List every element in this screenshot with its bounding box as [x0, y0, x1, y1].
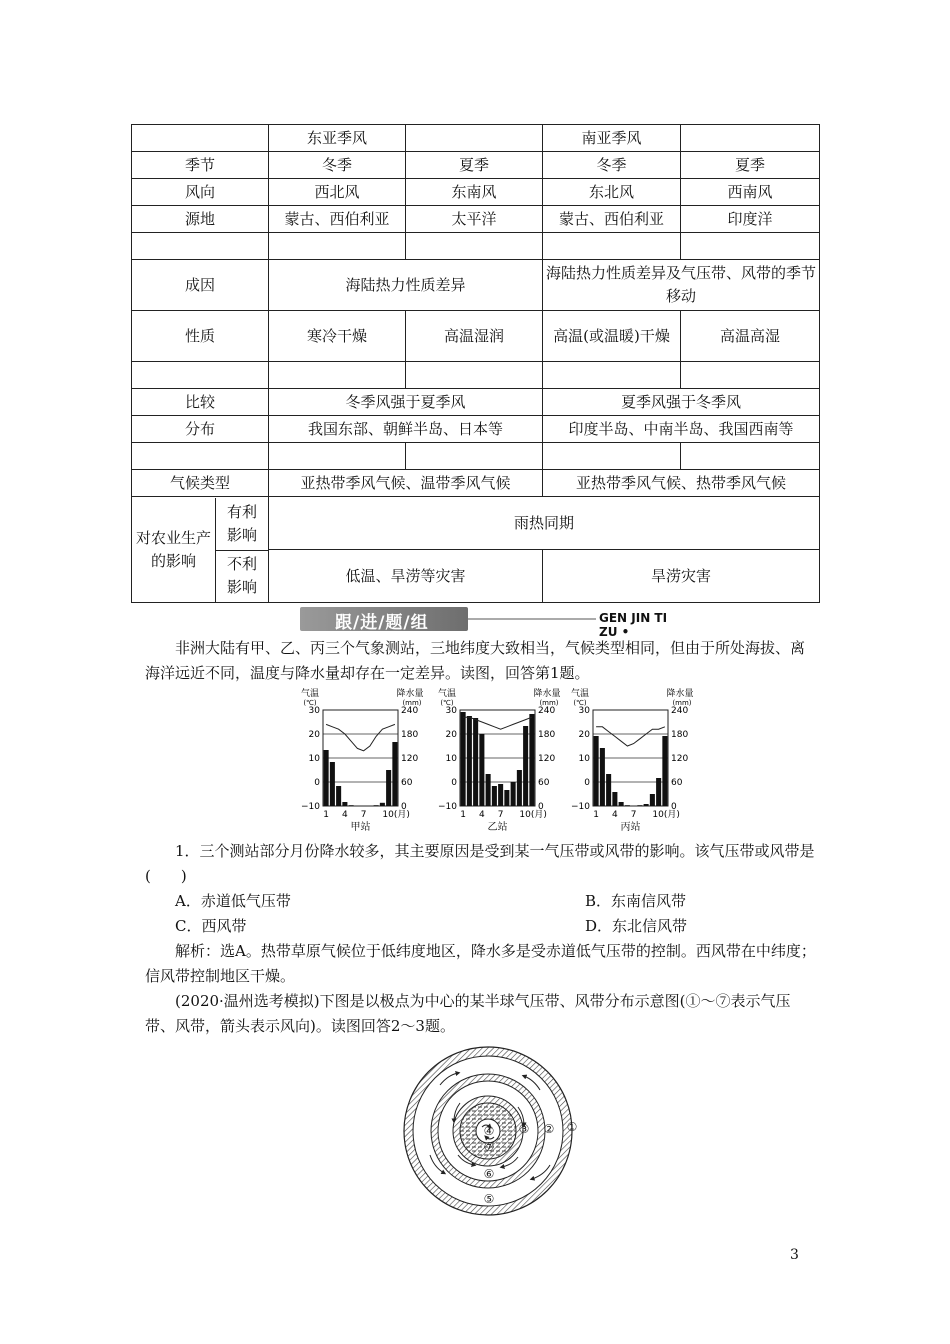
header-south-asia: 南亚季风: [543, 125, 681, 152]
cell: 夏季: [406, 152, 543, 179]
row-label-nature: 性质: [132, 311, 269, 362]
cell: 夏季: [681, 152, 820, 179]
cell: 印度洋: [681, 206, 820, 233]
precip-bar: [386, 770, 391, 806]
cell: 高温高湿: [681, 311, 820, 362]
cell-empty: [543, 443, 681, 470]
cell-empty: [269, 233, 406, 260]
tick-left: 20: [308, 730, 320, 740]
ylabel-left: 气温: [300, 689, 320, 699]
cell: 冬季风强于夏季风: [269, 389, 543, 416]
tick-left: 10: [578, 754, 590, 764]
banner-en: GEN JIN TI ZU •: [596, 611, 690, 639]
tick-left: 20: [578, 730, 590, 740]
option-a: A．赤道低气压带: [175, 892, 291, 910]
tick-right: 0: [538, 802, 544, 812]
option-d: D．东北信风带: [585, 917, 688, 935]
tick-x: 4: [612, 810, 618, 820]
tick-x: 1: [460, 810, 466, 820]
cell: 冬季: [269, 152, 406, 179]
cell-empty: [269, 362, 406, 389]
tick-left: −10: [571, 802, 590, 812]
tick-x: 10(月): [519, 810, 547, 820]
row-label-source: 源地: [132, 206, 269, 233]
cell: 高温湿润: [406, 311, 543, 362]
cell-empty: [543, 233, 681, 260]
ylabel-left: 气温: [437, 689, 457, 699]
tick-right: 0: [401, 802, 407, 812]
agri-sub-labels: [216, 498, 268, 602]
tick-right: 180: [401, 730, 419, 740]
cell-empty: [681, 233, 820, 260]
precip-bar: [619, 802, 624, 806]
tick-right: 240: [671, 706, 689, 716]
tick-left: 30: [308, 706, 320, 716]
tick-left: 0: [584, 778, 590, 788]
tick-right: 240: [538, 706, 556, 716]
cell-empty: [406, 443, 543, 470]
cell-empty: [681, 125, 820, 152]
cell: 海陆热力性质差异及气压带、风带的季节移动: [543, 260, 820, 311]
precip-bar: [625, 805, 630, 806]
answer-analysis: 解析：选A。热带草原气候位于低纬度地区，降水多是受赤道低气压带的控制。西风带在中纬度；信风带控制地区干燥。: [145, 942, 816, 985]
tick-left: −10: [301, 802, 320, 812]
cell-empty: [406, 233, 543, 260]
row-label-climate: 气候类型: [132, 470, 269, 497]
cell-empty: [132, 443, 269, 470]
precip-bar: [330, 762, 335, 806]
cell-empty: [132, 362, 269, 389]
tick-x: 10(月): [652, 810, 680, 820]
cell: 东南风: [406, 179, 543, 206]
cell: 印度半岛、中南半岛、我国西南等: [543, 416, 820, 443]
chart-title: 甲站: [350, 822, 371, 833]
row-label-wind-direction: 风向: [132, 179, 269, 206]
precip-bar: [492, 786, 497, 806]
ylabel-left: 气温: [570, 689, 590, 699]
tick-right: 240: [401, 706, 419, 716]
unit-right: (mm): [402, 699, 422, 707]
cell: 亚热带季风气候、温带季风气候: [269, 470, 543, 497]
question-1-stem: 1．三个测站部分月份降水较多，其主要原因是受到某一气压带或风带的影响。该气压带或风带是( ): [145, 842, 815, 885]
cell: 我国东部、朝鲜半岛、日本等: [269, 416, 543, 443]
cell-empty: [269, 443, 406, 470]
cell-empty: [543, 362, 681, 389]
option-c: C．西风带: [175, 917, 247, 935]
tick-right: 120: [401, 754, 419, 764]
cell: 海陆热力性质差异: [269, 260, 543, 311]
cell-empty: [132, 125, 269, 152]
unit-right: (mm): [539, 699, 559, 707]
precip-bar: [600, 748, 605, 806]
question-2-intro: (2020·温州选考模拟)下图是以极点为中心的某半球气压带、风带分布示意图(①～⑦表示气压带、风带，箭头表示风向)。读图回答2～3题。: [145, 992, 791, 1035]
cell: 旱涝灾害: [543, 550, 820, 603]
row-label-agri: 对农业生产的影响: [132, 498, 216, 602]
section-banner: [300, 607, 690, 639]
tick-x: 1: [323, 810, 329, 820]
unit-left: (℃): [303, 699, 317, 707]
label-1: ①: [566, 1120, 578, 1134]
tick-right: 180: [538, 730, 556, 740]
cell-empty: [406, 362, 543, 389]
tick-x: 4: [479, 810, 485, 820]
precip-bar: [349, 805, 354, 806]
tick-right: 120: [538, 754, 556, 764]
cell-empty: [132, 233, 269, 260]
cell: 冬季: [543, 152, 681, 179]
tick-right: 60: [671, 778, 683, 788]
precip-bar: [511, 782, 516, 806]
tick-left: −10: [438, 802, 457, 812]
precip-bar: [336, 786, 341, 806]
tick-right: 180: [671, 730, 689, 740]
chart-title: 丙站: [620, 822, 641, 833]
precip-bar: [479, 734, 484, 806]
monsoon-table: [131, 124, 820, 603]
row-label-season: 季节: [132, 152, 269, 179]
cell-empty: [406, 125, 543, 152]
tick-left: 0: [451, 778, 457, 788]
label-6: ⑥: [483, 1167, 495, 1181]
cell: 东北风: [543, 179, 681, 206]
row-label-distribution: 分布: [132, 416, 269, 443]
row-label-cause: 成因: [132, 260, 269, 311]
temperature-line: [326, 724, 395, 750]
cell: 亚热带季风气候、热带季风气候: [543, 470, 820, 497]
cell: 夏季风强于冬季风: [543, 389, 820, 416]
precip-bar: [594, 736, 599, 806]
row-label-bad: 不利影响: [226, 555, 257, 596]
precip-bar: [656, 778, 661, 806]
cell: 太平洋: [406, 206, 543, 233]
ylabel-right: 降水量: [396, 689, 424, 699]
unit-left: (℃): [573, 699, 587, 707]
climate-charts: [290, 686, 694, 836]
tick-left: 20: [445, 730, 457, 740]
label-2: ②: [543, 1122, 555, 1136]
precip-bar: [473, 718, 478, 806]
precip-bar: [374, 805, 379, 806]
precip-bar: [606, 774, 611, 806]
precip-bar: [467, 716, 472, 806]
tick-x: 4: [342, 810, 348, 820]
label-5: ⑤: [483, 1192, 495, 1206]
precip-bar: [612, 792, 617, 806]
row-label-good: 有利影响: [216, 498, 268, 551]
cell: 雨热同期: [269, 497, 820, 550]
intro-paragraph: 非洲大陆有甲、乙、丙三个气象测站，三地纬度大致相当，气候类型相同，但由于所处海拔、离海洋远近不同，温度与降水量却存在一定差异。读图，回答第1题。: [145, 639, 806, 682]
precip-bar: [392, 742, 397, 806]
precip-bar: [637, 805, 642, 806]
cell: 蒙古、西伯利亚: [543, 206, 681, 233]
cell: 低温、旱涝等灾害: [269, 550, 543, 603]
chart-title: 乙站: [487, 822, 508, 833]
precip-bar: [498, 784, 503, 806]
precip-bar: [650, 794, 655, 806]
ylabel-right: 降水量: [533, 689, 561, 699]
tick-right: 60: [401, 778, 413, 788]
precip-bar: [324, 750, 329, 806]
unit-right: (mm): [672, 699, 692, 707]
agri-cell: [132, 497, 269, 603]
page-number: 3: [790, 1247, 799, 1263]
tick-x: 7: [360, 810, 367, 820]
precip-bar: [523, 726, 528, 806]
precip-bar: [662, 736, 667, 806]
tick-right: 0: [671, 802, 677, 812]
tick-x: 10(月): [382, 810, 410, 820]
precip-bar: [380, 803, 385, 806]
precip-bar: [517, 770, 522, 806]
cell: 西南风: [681, 179, 820, 206]
precip-bar: [461, 712, 466, 806]
unit-left: (℃): [440, 699, 454, 707]
tick-left: 30: [445, 706, 457, 716]
precip-bar: [342, 802, 347, 806]
tick-left: 30: [578, 706, 590, 716]
pressure-belt-diagram: [400, 1045, 590, 1220]
tick-right: 60: [538, 778, 550, 788]
precip-bar: [486, 774, 491, 806]
cell-empty: [681, 362, 820, 389]
cell: 西北风: [269, 179, 406, 206]
precip-bar: [504, 790, 509, 806]
temperature-line: [596, 727, 665, 746]
tick-x: 7: [497, 810, 504, 820]
label-7: ⑦: [483, 1140, 495, 1154]
tick-left: 10: [308, 754, 320, 764]
cell-empty: [681, 443, 820, 470]
tick-x: 7: [630, 810, 637, 820]
tick-left: 0: [314, 778, 320, 788]
label-4: ④: [483, 1124, 495, 1138]
ylabel-right: 降水量: [666, 689, 694, 699]
option-b: B．东南信风带: [585, 892, 687, 910]
cell: 高温(或温暖)干燥: [543, 311, 681, 362]
banner-title: 跟/进/题/组: [335, 613, 429, 633]
row-label-compare: 比较: [132, 389, 269, 416]
cell: 寒冷干燥: [269, 311, 406, 362]
label-3: ③: [518, 1122, 530, 1136]
header-east-asia: 东亚季风: [269, 125, 406, 152]
tick-x: 1: [593, 810, 599, 820]
tick-left: 10: [445, 754, 457, 764]
tick-right: 120: [671, 754, 689, 764]
precip-bar: [644, 804, 649, 806]
cell: 蒙古、西伯利亚: [269, 206, 406, 233]
precip-bar: [529, 714, 534, 806]
